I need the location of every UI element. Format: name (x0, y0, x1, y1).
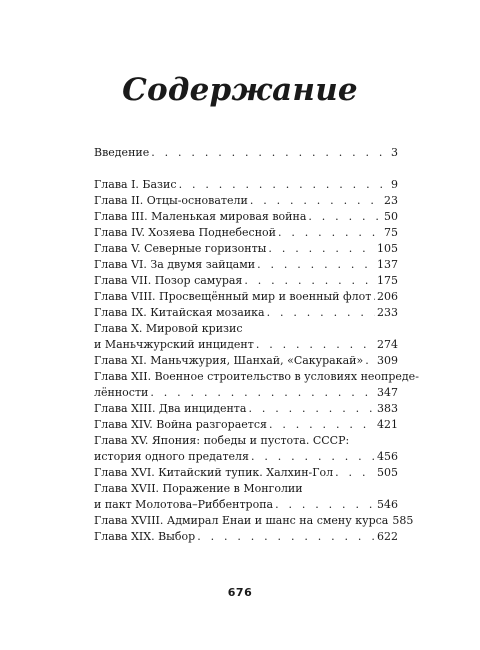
toc-entry-title: Глава XVI. Китайский тупик. Халхин-Гол (94, 466, 334, 479)
toc-entry-title: Глава XIV. Война разгорается (94, 418, 267, 431)
toc-entry-intro (94, 145, 398, 161)
toc-entry-page: 175 (377, 274, 398, 287)
toc-entry (94, 177, 398, 193)
toc-entry (94, 225, 398, 241)
toc-entry-page: 23 (384, 194, 398, 207)
toc-entry-page: 233 (377, 306, 398, 319)
toc-entry-title: Глава VI. За двумя зайцами (94, 258, 256, 271)
toc-entry-title: Глава VII. Позор самурая (94, 274, 243, 287)
toc-entry (94, 337, 398, 353)
dot-leader (251, 449, 375, 465)
toc-entry-page: 622 (377, 530, 398, 543)
toc-entry-title: и пакт Молотова–Риббентропа (94, 498, 274, 511)
page-number: 676 (227, 586, 253, 599)
dot-leader (267, 305, 375, 321)
toc-entry-page: 9 (391, 178, 398, 191)
toc-entry-title: и Маньчжурский инцидент (94, 338, 254, 351)
toc-entry (94, 289, 398, 305)
dot-leader (151, 145, 389, 161)
toc-entry-title: Глава II. Отцы-основатели (94, 194, 248, 207)
toc-entry (94, 417, 398, 433)
toc-entry-title-line1: Глава XII. Военное строительство в условиях неопреде- (94, 370, 419, 383)
toc-entry-page: 206 (377, 290, 398, 303)
toc-entry-page: 347 (377, 386, 398, 399)
dot-leader (365, 353, 375, 369)
toc-entry (94, 513, 414, 529)
toc-entry (94, 529, 398, 545)
dot-leader (250, 193, 382, 209)
toc-entry-title: Глава XIX. Выбор (94, 530, 196, 543)
toc-entry-title-line1: Глава XVII. Поражение в Монголии (94, 482, 303, 495)
toc-entry-title: Глава VIII. Просвещённый мир и военный флот (94, 290, 372, 303)
dot-leader (256, 337, 375, 353)
toc-entry-title: Глава IX. Китайская мозаика (94, 306, 265, 319)
dot-leader (244, 273, 375, 289)
toc-entry-title: Введение (94, 146, 150, 159)
dot-leader (269, 417, 375, 433)
toc-entry (94, 241, 398, 257)
toc-entry-page: 105 (377, 242, 398, 255)
toc-entry-page: 546 (377, 498, 398, 511)
toc-entry-page: 274 (377, 338, 398, 351)
toc-entry-page: 3 (391, 146, 398, 159)
toc-entry-title: история одного предателя (94, 450, 249, 463)
toc-entry-page: 505 (377, 466, 398, 479)
toc-entry-title: Глава I. Базис (94, 178, 177, 191)
toc-entry (94, 353, 398, 369)
toc-entry-page: 137 (377, 258, 398, 271)
dot-leader (248, 401, 375, 417)
toc-entry (94, 209, 398, 225)
dot-leader (278, 225, 382, 241)
toc-entry-page: 383 (377, 402, 398, 415)
dot-leader (308, 209, 382, 225)
dot-leader (268, 241, 375, 257)
toc-entry-title: Глава XIII. Два инцидента (94, 402, 247, 415)
table-of-contents (94, 145, 419, 545)
toc-entry-title-line1: Глава X. Мировой кризис (94, 322, 243, 335)
dot-leader (197, 529, 375, 545)
toc-entry (94, 401, 398, 417)
toc-entry-page: 585 (392, 514, 414, 527)
page-title: Содержание (122, 72, 358, 108)
toc-entry-title: Глава XVIII. Адмирал Енаи и шанс на смену курса (94, 514, 389, 527)
dot-leader (275, 497, 375, 513)
toc-entry (94, 449, 398, 465)
toc-entry (94, 273, 398, 289)
toc-entry (94, 305, 398, 321)
toc-entry-page: 75 (384, 226, 398, 239)
toc-entry (94, 385, 398, 401)
dot-leader (373, 289, 375, 305)
toc-entry-page: 421 (377, 418, 398, 431)
toc-entry (94, 257, 398, 273)
dot-leader (257, 257, 375, 273)
chapter-list (94, 177, 419, 545)
toc-entry (94, 497, 398, 513)
toc-entry (94, 193, 398, 209)
dot-leader (150, 385, 375, 401)
toc-entry-page: 50 (384, 210, 398, 223)
toc-entry-title-line1: Глава XV. Япония: победы и пустота. СССР: (94, 434, 350, 447)
toc-entry-title: лённости (94, 386, 149, 399)
toc-entry-title: Глава XI. Маньчжурия, Шанхай, «Сакуракай» (94, 354, 364, 367)
toc-entry-title: Глава IV. Хозяева Поднебесной (94, 226, 276, 239)
toc-entry (94, 465, 398, 481)
toc-entry-page: 309 (377, 354, 398, 367)
toc-entry-page: 456 (377, 450, 398, 463)
toc-entry-title: Глава III. Маленькая мировая война (94, 210, 307, 223)
dot-leader (179, 177, 389, 193)
dot-leader (335, 465, 375, 481)
toc-entry-title: Глава V. Северные горизонты (94, 242, 267, 255)
